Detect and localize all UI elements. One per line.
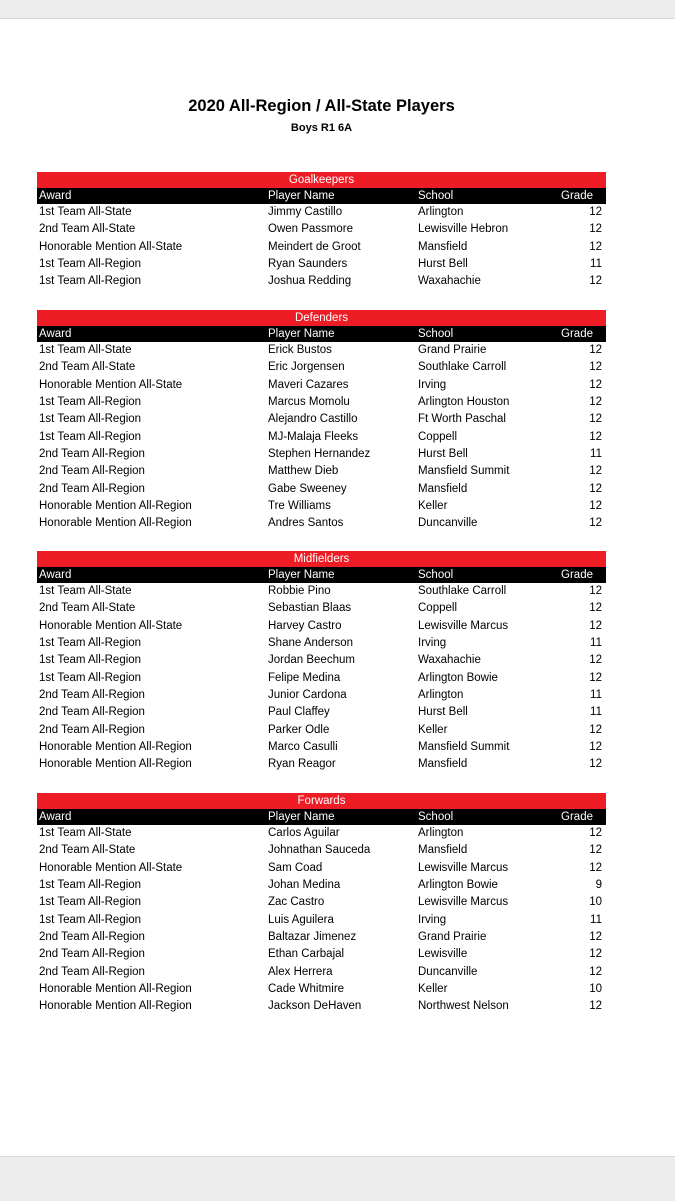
grade-cell: 12: [589, 413, 602, 426]
table-row: [37, 981, 606, 998]
grade-cell: 12: [589, 206, 602, 218]
table-row: [37, 394, 606, 411]
school-cell: Mansfield: [418, 482, 468, 495]
table-row: [37, 722, 606, 739]
player-name-cell: Andres Santos: [268, 517, 344, 530]
player-name-cell: Joshua Redding: [268, 275, 352, 288]
table-row: [37, 600, 606, 617]
grade-cell: 12: [589, 585, 602, 597]
table-row: [37, 670, 606, 687]
section-header: Defenders: [37, 310, 606, 326]
viewer-bottom-bar: [0, 1156, 675, 1201]
player-name-cell: Carlos Aguilar: [268, 827, 340, 839]
table-row: [37, 583, 606, 600]
grade-cell: 12: [589, 500, 602, 513]
grade-cell: 12: [589, 931, 602, 944]
grade-cell: 12: [589, 396, 602, 409]
table-row: [37, 498, 606, 515]
award-cell: 1st Team All-Region: [39, 637, 142, 650]
school-cell: Lewisville: [418, 948, 468, 961]
table-row: [37, 704, 606, 721]
table-row: [37, 256, 606, 273]
column-header-row: [37, 567, 606, 583]
grade-cell: 12: [589, 1000, 602, 1013]
player-name-cell: Parker Odle: [268, 723, 330, 736]
grade-cell: 12: [589, 827, 602, 839]
column-header-row: [37, 809, 606, 825]
award-cell: 2nd Team All-State: [39, 602, 136, 615]
school-cell: Waxahachie: [418, 654, 481, 667]
section-header: Goalkeepers: [37, 172, 606, 188]
grade-cell: 12: [589, 361, 602, 374]
school-cell: Grand Prairie: [418, 344, 487, 356]
award-cell: 2nd Team All-Region: [39, 706, 145, 719]
table-row: [37, 429, 606, 446]
document-subtitle: Boys R1 6A: [290, 122, 353, 134]
school-cell: Irving: [418, 378, 447, 391]
player-name-cell: Baltazar Jimenez: [268, 931, 357, 944]
player-name-cell: Ryan Reagor: [268, 758, 336, 771]
table-row: [37, 377, 606, 394]
school-cell: Arlington: [418, 206, 464, 218]
grade-cell: 12: [589, 758, 602, 771]
column-header-player: Player Name: [268, 190, 335, 202]
grade-cell: 12: [589, 619, 602, 632]
award-cell: 2nd Team All-State: [39, 361, 136, 374]
grade-cell: 12: [589, 517, 602, 530]
grade-cell: 12: [589, 741, 602, 754]
school-cell: Northwest Nelson: [418, 1000, 509, 1013]
table-row: [37, 273, 606, 290]
table-row: [37, 825, 606, 842]
section-goalkeepers: [37, 172, 606, 291]
player-name-cell: Meindert de Groot: [268, 240, 361, 253]
school-cell: Arlington: [418, 827, 464, 839]
column-header-school: School: [418, 190, 454, 202]
award-cell: 1st Team All-State: [39, 585, 132, 597]
viewer-top-bar: [0, 0, 675, 19]
school-cell: Coppell: [418, 602, 457, 615]
table-row: [37, 239, 606, 256]
column-header-award: Award: [39, 811, 72, 823]
column-header-row: [37, 326, 606, 342]
grade-cell: 12: [589, 602, 602, 615]
table-row: [37, 411, 606, 428]
school-cell: Irving: [418, 637, 447, 650]
table-row: [37, 964, 606, 981]
school-cell: Keller: [418, 723, 448, 736]
school-cell: Arlington Bowie: [418, 671, 498, 684]
table-row: [37, 946, 606, 963]
grade-cell: 10: [589, 896, 602, 909]
award-cell: Honorable Mention All-State: [39, 378, 183, 391]
award-cell: 1st Team All-Region: [39, 913, 142, 926]
award-cell: 1st Team All-State: [39, 827, 132, 839]
table-row: [37, 446, 606, 463]
table-row: [37, 912, 606, 929]
table-row: [37, 204, 606, 221]
player-name-cell: Marco Casulli: [268, 741, 338, 754]
award-cell: 1st Team All-Region: [39, 671, 142, 684]
column-header-grade: Grade: [561, 811, 593, 823]
table-row: [37, 221, 606, 238]
award-cell: 2nd Team All-State: [39, 223, 136, 236]
player-name-cell: Gabe Sweeney: [268, 482, 347, 495]
award-cell: 1st Team All-Region: [39, 654, 142, 667]
school-cell: Arlington: [418, 689, 464, 702]
player-name-cell: Ethan Carbajal: [268, 948, 345, 961]
player-name-cell: Alejandro Castillo: [268, 413, 358, 426]
award-cell: 2nd Team All-Region: [39, 965, 145, 978]
award-cell: 2nd Team All-Region: [39, 448, 145, 461]
player-name-cell: Jackson DeHaven: [268, 1000, 362, 1013]
table-row: [37, 929, 606, 946]
grade-cell: 12: [589, 965, 602, 978]
column-header-row: [37, 188, 606, 204]
column-header-award: Award: [39, 328, 72, 340]
award-cell: 1st Team All-Region: [39, 275, 142, 288]
school-cell: Lewisville Marcus: [418, 896, 509, 909]
grade-cell: 12: [589, 465, 602, 478]
award-cell: 1st Team All-Region: [39, 896, 142, 909]
award-cell: 2nd Team All-Region: [39, 948, 145, 961]
grade-cell: 12: [589, 482, 602, 495]
award-cell: Honorable Mention All-Region: [39, 741, 192, 754]
section-header: Midfielders: [37, 551, 606, 567]
award-cell: Honorable Mention All-Region: [39, 983, 192, 996]
grade-cell: 12: [589, 948, 602, 961]
grade-cell: 11: [590, 913, 602, 926]
school-cell: Duncanville: [418, 517, 478, 530]
table-row: [37, 481, 606, 498]
player-name-cell: Marcus Momolu: [268, 396, 350, 409]
player-name-cell: Tre Williams: [268, 500, 331, 513]
player-name-cell: Luis Aguilera: [268, 913, 334, 926]
column-header-school: School: [418, 569, 454, 581]
school-cell: Irving: [418, 913, 447, 926]
grade-cell: 10: [589, 983, 602, 996]
grade-cell: 12: [589, 654, 602, 667]
grade-cell: 11: [590, 448, 602, 461]
school-cell: Arlington Houston: [418, 396, 510, 409]
table-row: [37, 739, 606, 756]
school-cell: Hurst Bell: [418, 706, 468, 719]
school-cell: Mansfield: [418, 240, 468, 253]
school-cell: Arlington Bowie: [418, 879, 498, 892]
grade-cell: 12: [589, 861, 602, 874]
player-name-cell: Jimmy Castillo: [268, 206, 343, 218]
table-row: [37, 652, 606, 669]
section-midfielders: [37, 551, 606, 774]
column-header-player: Player Name: [268, 811, 335, 823]
school-cell: Ft Worth Paschal: [418, 413, 506, 426]
table-row: [37, 463, 606, 480]
award-cell: 1st Team All-State: [39, 206, 132, 218]
player-name-cell: Paul Claffey: [268, 706, 330, 719]
player-name-cell: Jordan Beechum: [268, 654, 355, 667]
grade-cell: 11: [590, 258, 602, 271]
column-header-player: Player Name: [268, 569, 335, 581]
player-name-cell: Sam Coad: [268, 861, 323, 874]
grade-cell: 12: [589, 223, 602, 236]
school-cell: Keller: [418, 500, 448, 513]
award-cell: 2nd Team All-Region: [39, 482, 145, 495]
player-name-cell: Maveri Cazares: [268, 378, 349, 391]
document-title: 2020 All-Region / All-State Players: [188, 97, 455, 115]
school-cell: Coppell: [418, 430, 457, 443]
column-header-school: School: [418, 811, 454, 823]
table-row: [37, 342, 606, 359]
column-header-grade: Grade: [561, 190, 593, 202]
grade-cell: 12: [589, 671, 602, 684]
table-row: [37, 860, 606, 877]
player-name-cell: Erick Bustos: [268, 344, 332, 356]
grade-cell: 11: [590, 706, 602, 719]
school-cell: Keller: [418, 983, 448, 996]
table-row: [37, 515, 606, 532]
grade-cell: 12: [589, 378, 602, 391]
table-row: [37, 687, 606, 704]
award-cell: Honorable Mention All-Region: [39, 758, 192, 771]
grade-cell: 12: [589, 430, 602, 443]
award-cell: Honorable Mention All-State: [39, 240, 183, 253]
award-cell: 2nd Team All-Region: [39, 689, 145, 702]
school-cell: Hurst Bell: [418, 448, 468, 461]
award-cell: 1st Team All-Region: [39, 258, 142, 271]
school-cell: Lewisville Marcus: [418, 619, 509, 632]
document-page: [0, 19, 675, 1156]
column-header-school: School: [418, 328, 454, 340]
table-row: [37, 635, 606, 652]
player-name-cell: Cade Whitmire: [268, 983, 345, 996]
award-cell: Honorable Mention All-Region: [39, 500, 192, 513]
award-cell: 2nd Team All-State: [39, 844, 136, 857]
player-name-cell: Sebastian Blaas: [268, 602, 352, 615]
award-cell: 1st Team All-Region: [39, 413, 142, 426]
school-cell: Grand Prairie: [418, 931, 487, 944]
award-cell: Honorable Mention All-State: [39, 619, 183, 632]
player-name-cell: Ryan Saunders: [268, 258, 348, 271]
table-row: [37, 359, 606, 376]
table-row: [37, 998, 606, 1015]
player-name-cell: Stephen Hernandez: [268, 448, 371, 461]
school-cell: Lewisville Marcus: [418, 861, 509, 874]
player-name-cell: Junior Cardona: [268, 689, 347, 702]
column-header-player: Player Name: [268, 328, 335, 340]
player-name-cell: Zac Castro: [268, 896, 325, 909]
grade-cell: 12: [589, 344, 602, 356]
player-name-cell: Felipe Medina: [268, 671, 341, 684]
school-cell: Lewisville Hebron: [418, 223, 509, 236]
player-name-cell: Owen Passmore: [268, 223, 354, 236]
grade-cell: 11: [590, 637, 602, 650]
school-cell: Mansfield Summit: [418, 465, 510, 478]
award-cell: 1st Team All-Region: [39, 879, 142, 892]
player-name-cell: Alex Herrera: [268, 965, 333, 978]
column-header-award: Award: [39, 569, 72, 581]
player-name-cell: Robbie Pino: [268, 585, 331, 597]
award-cell: 2nd Team All-Region: [39, 723, 145, 736]
award-cell: Honorable Mention All-Region: [39, 517, 192, 530]
grade-cell: 12: [589, 844, 602, 857]
school-cell: Southlake Carroll: [418, 585, 507, 597]
section-forwards: [37, 793, 606, 1016]
award-cell: 1st Team All-Region: [39, 430, 142, 443]
player-name-cell: Harvey Castro: [268, 619, 342, 632]
grade-cell: 12: [589, 723, 602, 736]
school-cell: Mansfield: [418, 844, 468, 857]
school-cell: Waxahachie: [418, 275, 481, 288]
award-cell: Honorable Mention All-Region: [39, 1000, 192, 1013]
school-cell: Mansfield: [418, 758, 468, 771]
player-name-cell: Johan Medina: [268, 879, 341, 892]
award-cell: Honorable Mention All-State: [39, 861, 183, 874]
school-cell: Mansfield Summit: [418, 741, 510, 754]
column-header-grade: Grade: [561, 328, 593, 340]
school-cell: Hurst Bell: [418, 258, 468, 271]
player-name-cell: Johnathan Sauceda: [268, 844, 371, 857]
table-row: [37, 877, 606, 894]
table-row: [37, 756, 606, 773]
grade-cell: 9: [595, 879, 602, 892]
grade-cell: 12: [589, 275, 602, 288]
section-defenders: [37, 310, 606, 533]
grade-cell: 12: [589, 240, 602, 253]
player-name-cell: Eric Jorgensen: [268, 361, 345, 374]
player-name-cell: MJ-Malaja Fleeks: [268, 430, 359, 443]
table-row: [37, 842, 606, 859]
column-header-award: Award: [39, 190, 72, 202]
table-row: [37, 618, 606, 635]
award-cell: 1st Team All-State: [39, 344, 132, 356]
school-cell: Duncanville: [418, 965, 478, 978]
award-cell: 2nd Team All-Region: [39, 931, 145, 944]
award-cell: 2nd Team All-Region: [39, 465, 145, 478]
section-header: Forwards: [37, 793, 606, 809]
grade-cell: 11: [590, 689, 602, 702]
school-cell: Southlake Carroll: [418, 361, 507, 374]
player-name-cell: Shane Anderson: [268, 637, 354, 650]
column-header-grade: Grade: [561, 569, 593, 581]
player-name-cell: Matthew Dieb: [268, 465, 339, 478]
table-row: [37, 894, 606, 911]
award-cell: 1st Team All-Region: [39, 396, 142, 409]
